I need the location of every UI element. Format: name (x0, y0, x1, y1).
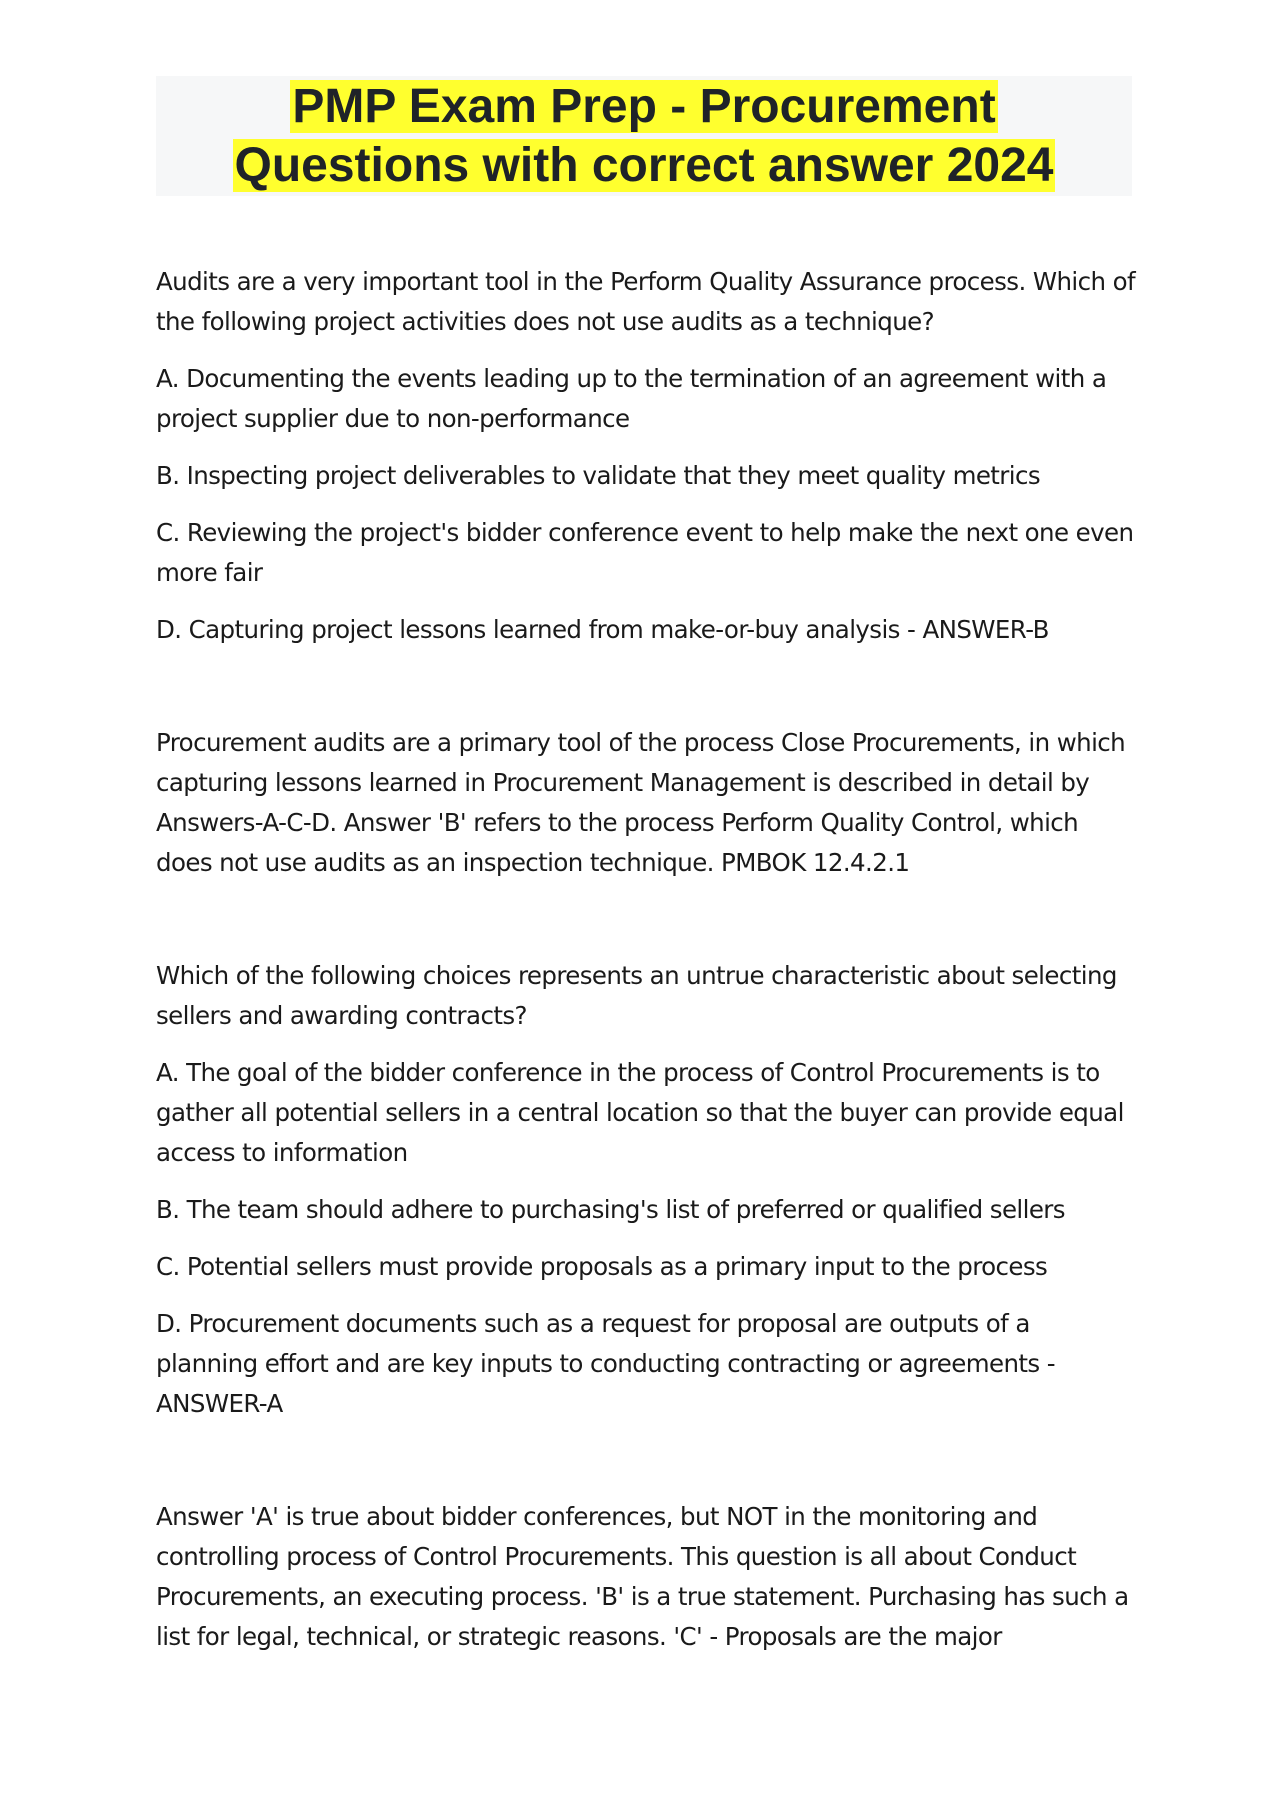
question-2-text: Which of the following choices represents an untrue characteristic about selecting sellers and awarding contracts? (156, 961, 1117, 1030)
section-spacer (156, 667, 1136, 723)
question-2-option-b: B. The team should adhere to purchasing's list of preferred or qualified sellers (156, 1195, 1065, 1224)
section-spacer (156, 900, 1136, 956)
question-1-option-c: C. Reviewing the project's bidder conference event to help make the next one even more fair (156, 518, 1134, 587)
title-block (156, 76, 1132, 196)
question-2-explanation: Answer 'A' is true about bidder conferences, but NOT in the monitoring and controlling process of Control Procurements. This question is all about Conduct Procurements, an executing process. 'B' is a true statement. Purchasing has such a list for legal, technical, or strategic reasons. 'C' - Proposals are the major (156, 1502, 1129, 1651)
question-1-option-a: A. Documenting the events leading up to the termination of an agreement with a project supplier due to non-performance (156, 364, 1107, 433)
question-1-option-b: B. Inspecting project deliverables to validate that they meet quality metrics (156, 461, 1041, 490)
question-2-option-c: C. Potential sellers must provide proposals as a primary input to the process (156, 1252, 1048, 1281)
question-2-option-a: A. The goal of the bidder conference in the process of Control Procurements is to gather all potential sellers in a central location so that the buyer can provide equal access to information (156, 1058, 1124, 1167)
title-line-1: PMP Exam Prep - Procurement (292, 80, 996, 133)
question-1-option-d: D. Capturing project lessons learned from make-or-buy analysis - ANSWER-B (156, 615, 1049, 644)
question-1-explanation: Procurement audits are a primary tool of the process Close Procurements, in which capturing lessons learned in Procurement Management is described in detail by Answers-A-C-D. Answer 'B' refers to the process Perform Quality Control, which does not use audits as an inspection technique. PMBOK 12.4.2.1 (156, 728, 1126, 877)
title-line-2: Questions with correct answer 2024 (234, 139, 1054, 192)
question-1-text: Audits are a very important tool in the Perform Quality Assurance process. Which of the following project activities does not use audits as a technique? (156, 267, 1136, 336)
question-2-option-d: D. Procurement documents such as a request for proposal are outputs of a planning effort and are key inputs to conducting contracting or agreements - ANSWER-A (156, 1309, 1056, 1418)
section-spacer (156, 1441, 1136, 1497)
document-title (156, 76, 1132, 195)
document-body (156, 262, 1136, 1674)
